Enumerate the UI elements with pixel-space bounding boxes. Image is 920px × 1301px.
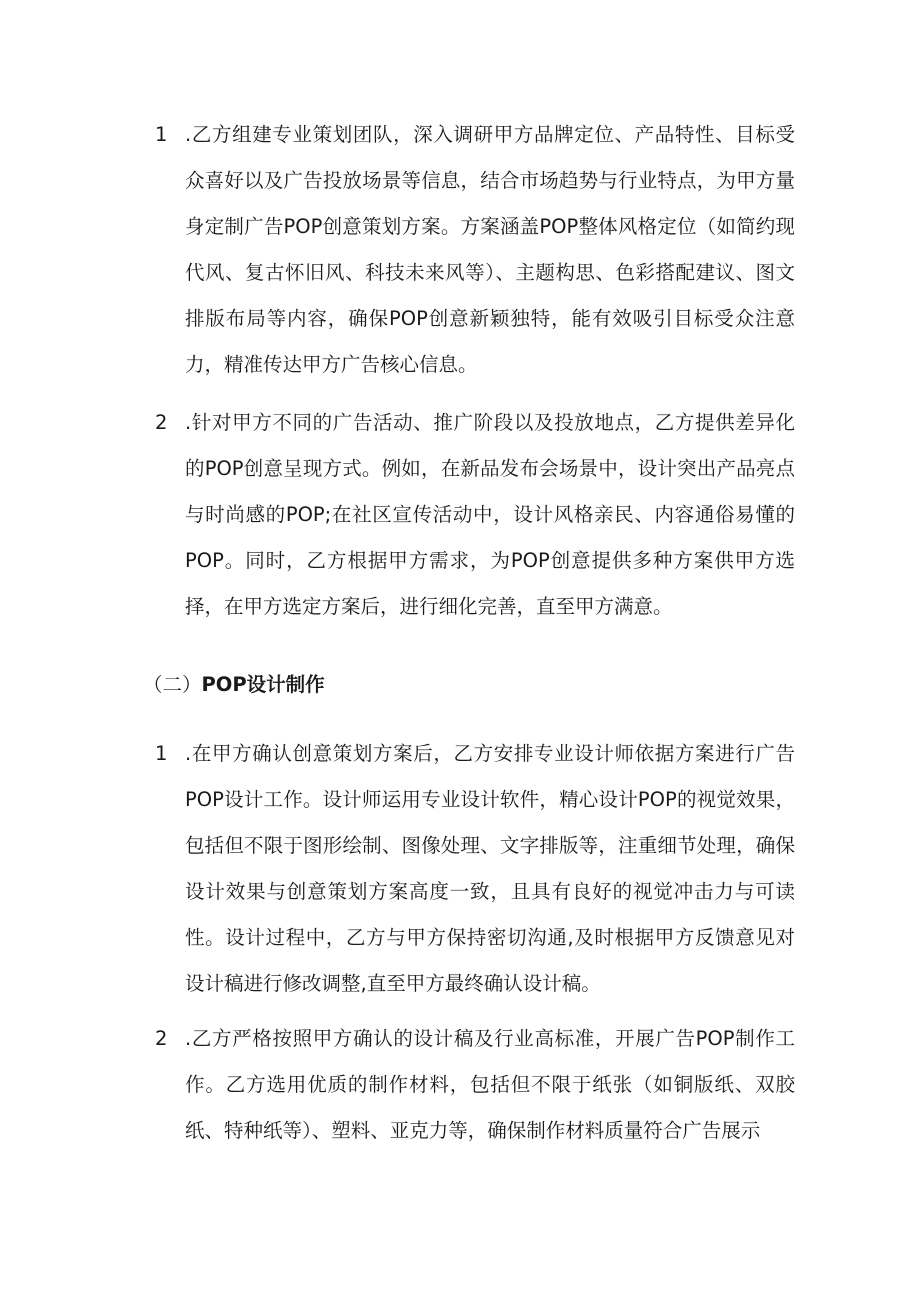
list-item-3 [155,731,795,1007]
list-item-text: .乙方组建专业策划团队，深入调研甲方品牌定位、产品特性、目标受众喜好以及广告投放场景等信息，结合市场趋势与行业特点，为甲方量身定制广告POP创意策划方案。方案涵盖POP整体风格定位（如简约现代风、复古怀旧风、科技未来风等）、主题构思、色彩搭配建议、图文排版布局等内容，确保POP创意新颖独特，能有效吸引目标受众注意力，精准传达甲方广告核心信息。 [185,123,795,376]
list-item-text: .针对甲方不同的广告活动、推广阶段以及投放地点，乙方提供差异化的POP创意呈现方式。例如，在新品发布会场景中，设计突出产品亮点与时尚感的POP;在社区宣传活动中，设计风格亲民、内容通俗易懂的POP。同时，乙方根据甲方需求，为POP创意提供多种方案供甲方选择，在甲方选定方案后，进行细化完善，直至甲方满意。 [185,411,795,618]
list-item-text: .在甲方确认创意策划方案后，乙方安排专业设计师依据方案进行广告POP设计工作。设计师运用专业设计软件，精心设计POP的视觉效果，包括但不限于图形绘制、图像处理、文字排版等，注重细节处理，确保设计效果与创意策划方案高度一致，且具有良好的视觉冲击力与可读性。设计过程中，乙方与甲方保持密切沟通,及时根据甲方反馈意见对设计稿进行修改调整,直至甲方最终确认设计稿。 [185,742,795,995]
list-item-number: 2 [155,1027,168,1050]
list-item-2 [155,400,795,630]
list-item-number: 2 [155,411,168,434]
section-heading-title: POP设计制作 [201,673,325,696]
list-item-1 [155,112,795,388]
list-item-number: 1 [155,742,168,765]
list-item-4 [155,1016,795,1154]
section-heading-prefix: （二） [143,673,202,696]
list-item-text: .乙方严格按照甲方确认的设计稿及行业高标准，开展广告POP制作工作。乙方选用优质的制作材料，包括但不限于纸张（如铜版纸、双胶纸、特种纸等）、塑料、亚克力等，确保制作材料质量符合广告展示 [185,1027,795,1142]
section-heading [143,662,325,708]
list-item-number: 1 [155,123,168,146]
